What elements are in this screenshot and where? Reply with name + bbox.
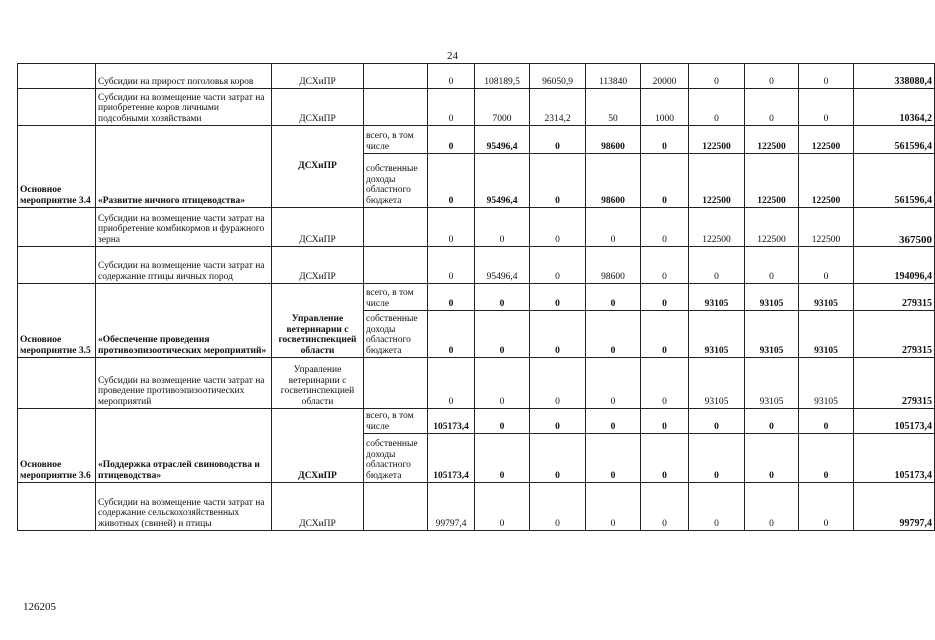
value-cell: 0 — [799, 409, 854, 434]
value-cell: 93105 — [745, 311, 799, 358]
value-cell: 93105 — [799, 358, 854, 409]
value-cell: 0 — [641, 434, 689, 483]
value-cell: 122500 — [745, 126, 799, 154]
table-row — [18, 126, 935, 154]
executor: Управление ветеринарии с госветинспекцией области — [272, 358, 364, 409]
table-row — [18, 208, 935, 247]
value-cell: 0 — [745, 89, 799, 126]
value-cell: 0 — [475, 434, 530, 483]
value-cell: 0 — [799, 64, 854, 89]
measure-name: Субсидии на возмещение части затрат на приобретение коров личными подсобными хозяйствами — [96, 89, 272, 126]
total-cell: 10364,2 — [854, 89, 935, 126]
value-cell: 0 — [428, 208, 475, 247]
total-cell: 279315 — [854, 311, 935, 358]
value-cell: 0 — [641, 208, 689, 247]
value-cell: 98600 — [586, 154, 641, 208]
table-row — [18, 64, 935, 89]
value-cell: 0 — [530, 311, 586, 358]
code-cell — [18, 247, 96, 284]
value-cell: 93105 — [799, 284, 854, 311]
value-cell: 105173,4 — [428, 409, 475, 434]
value-cell: 0 — [586, 434, 641, 483]
value-cell: 0 — [745, 409, 799, 434]
value-cell: 96050,9 — [530, 64, 586, 89]
value-cell: 0 — [689, 64, 745, 89]
value-cell: 0 — [689, 483, 745, 531]
executor: ДСХиПР — [272, 247, 364, 284]
budget-table — [17, 63, 935, 531]
value-cell: 0 — [530, 208, 586, 247]
value-cell: 0 — [530, 483, 586, 531]
page-number: 24 — [447, 50, 458, 62]
value-cell: 0 — [641, 284, 689, 311]
source-label: собственные доходы областного бюджета — [364, 311, 428, 358]
source-cell — [364, 358, 428, 409]
value-cell: 0 — [428, 247, 475, 284]
source-label: всего, в том числе — [364, 284, 428, 311]
value-cell: 0 — [428, 89, 475, 126]
source-label: собственные доходы областного бюджета — [364, 434, 428, 483]
value-cell: 20000 — [641, 64, 689, 89]
source-cell — [364, 247, 428, 284]
value-cell: 0 — [586, 284, 641, 311]
table-row — [18, 89, 935, 126]
value-cell: 122500 — [799, 208, 854, 247]
value-cell: 0 — [586, 358, 641, 409]
value-cell: 122500 — [745, 208, 799, 247]
code-cell — [18, 89, 96, 126]
value-cell: 50 — [586, 89, 641, 126]
value-cell: 0 — [745, 434, 799, 483]
value-cell: 1000 — [641, 89, 689, 126]
value-cell: 93105 — [745, 358, 799, 409]
total-cell: 561596,4 — [854, 154, 935, 208]
value-cell: 0 — [641, 409, 689, 434]
value-cell: 0 — [475, 483, 530, 531]
measure-code: Основное мероприятие 3.4 — [18, 126, 96, 208]
value-cell: 0 — [428, 358, 475, 409]
measure-title: «Поддержка отраслей свиноводства и птицеводства» — [96, 409, 272, 483]
source-label: всего, в том числе — [364, 126, 428, 154]
value-cell: 122500 — [689, 126, 745, 154]
value-cell: 0 — [530, 358, 586, 409]
source-cell — [364, 208, 428, 247]
source-label: всего, в том числе — [364, 409, 428, 434]
value-cell: 0 — [689, 434, 745, 483]
value-cell: 0 — [475, 208, 530, 247]
value-cell: 0 — [428, 284, 475, 311]
value-cell: 0 — [530, 247, 586, 284]
value-cell: 93105 — [799, 311, 854, 358]
table-row — [18, 358, 935, 409]
measure-name: Субсидии на возмещение части затрат на содержание птицы яичных пород — [96, 247, 272, 284]
value-cell: 7000 — [475, 89, 530, 126]
value-cell: 93105 — [689, 284, 745, 311]
footer-code: 126205 — [23, 601, 56, 613]
total-cell: 194096,4 — [854, 247, 935, 284]
total-cell: 105173,4 — [854, 434, 935, 483]
total-cell: 279315 — [854, 284, 935, 311]
code-cell — [18, 358, 96, 409]
value-cell: 93105 — [689, 358, 745, 409]
value-cell: 0 — [428, 126, 475, 154]
executor: ДСХиПР — [272, 89, 364, 126]
value-cell: 0 — [799, 434, 854, 483]
value-cell: 113840 — [586, 64, 641, 89]
value-cell: 0 — [530, 434, 586, 483]
total-cell: 338080,4 — [854, 64, 935, 89]
measure-name: Субсидии на возмещение части затрат на содержание сельскохозяйственных животных (свиней) и птицы — [96, 483, 272, 531]
measure-name: Субсидии на возмещение части затрат на проведение противоэпизоотических мероприятий — [96, 358, 272, 409]
table-row — [18, 409, 935, 434]
measure-title: «Обеспечение проведения противоэпизоотических мероприятий» — [96, 284, 272, 358]
value-cell: 122500 — [689, 208, 745, 247]
table-row — [18, 247, 935, 284]
table-row — [18, 483, 935, 531]
value-cell: 0 — [689, 247, 745, 284]
value-cell: 98600 — [586, 126, 641, 154]
value-cell: 2314,2 — [530, 89, 586, 126]
value-cell: 122500 — [799, 126, 854, 154]
value-cell: 0 — [428, 64, 475, 89]
source-cell — [364, 64, 428, 89]
value-cell: 0 — [745, 64, 799, 89]
value-cell: 105173,4 — [428, 434, 475, 483]
value-cell: 0 — [530, 126, 586, 154]
measure-name: Субсидии на прирост поголовья коров — [96, 64, 272, 89]
value-cell: 0 — [428, 311, 475, 358]
code-cell — [18, 64, 96, 89]
value-cell: 122500 — [745, 154, 799, 208]
value-cell: 0 — [475, 311, 530, 358]
value-cell: 0 — [586, 208, 641, 247]
code-cell — [18, 483, 96, 531]
value-cell: 0 — [475, 409, 530, 434]
value-cell: 0 — [799, 483, 854, 531]
table-row — [18, 284, 935, 311]
total-cell: 99797,4 — [854, 483, 935, 531]
value-cell: 93105 — [745, 284, 799, 311]
value-cell: 0 — [641, 311, 689, 358]
value-cell: 0 — [745, 247, 799, 284]
value-cell: 99797,4 — [428, 483, 475, 531]
source-cell — [364, 483, 428, 531]
value-cell: 0 — [799, 247, 854, 284]
total-cell: 279315 — [854, 358, 935, 409]
value-cell: 0 — [586, 311, 641, 358]
executor: Управление ветеринарии с госветинспекцией области — [272, 284, 364, 358]
value-cell: 108189,5 — [475, 64, 530, 89]
total-cell: 561596,4 — [854, 126, 935, 154]
value-cell: 0 — [530, 284, 586, 311]
value-cell: 0 — [689, 89, 745, 126]
value-cell: 122500 — [799, 154, 854, 208]
value-cell: 0 — [586, 483, 641, 531]
source-label: собственные доходы областного бюджета — [364, 154, 428, 208]
measure-code: Основное мероприятие 3.5 — [18, 284, 96, 358]
value-cell: 0 — [641, 483, 689, 531]
total-cell: 367500 — [854, 208, 935, 247]
value-cell: 93105 — [689, 311, 745, 358]
executor: ДСХиПР — [272, 208, 364, 247]
executor: ДСХиПР — [272, 483, 364, 531]
value-cell: 0 — [586, 409, 641, 434]
value-cell: 0 — [641, 358, 689, 409]
value-cell: 0 — [428, 154, 475, 208]
executor: ДСХиПР — [272, 409, 364, 483]
value-cell: 0 — [641, 126, 689, 154]
value-cell: 0 — [475, 358, 530, 409]
measure-code: Основное мероприятие 3.6 — [18, 409, 96, 483]
value-cell: 95496,4 — [475, 126, 530, 154]
value-cell: 0 — [799, 89, 854, 126]
measure-title: «Развитие яичного птицеводства» — [96, 126, 272, 208]
total-cell: 105173,4 — [854, 409, 935, 434]
value-cell: 0 — [475, 284, 530, 311]
value-cell: 0 — [530, 154, 586, 208]
value-cell: 0 — [689, 409, 745, 434]
value-cell: 122500 — [689, 154, 745, 208]
value-cell: 0 — [641, 247, 689, 284]
executor: ДСХиПР — [272, 64, 364, 89]
value-cell: 0 — [530, 409, 586, 434]
value-cell: 0 — [641, 154, 689, 208]
value-cell: 0 — [745, 483, 799, 531]
measure-name: Субсидии на возмещение части затрат на приобретение комбикормов и фуражного зерна — [96, 208, 272, 247]
value-cell: 95496,4 — [475, 154, 530, 208]
code-cell — [18, 208, 96, 247]
source-cell — [364, 89, 428, 126]
executor: ДСХиПР — [272, 126, 364, 208]
value-cell: 95496,4 — [475, 247, 530, 284]
value-cell: 98600 — [586, 247, 641, 284]
